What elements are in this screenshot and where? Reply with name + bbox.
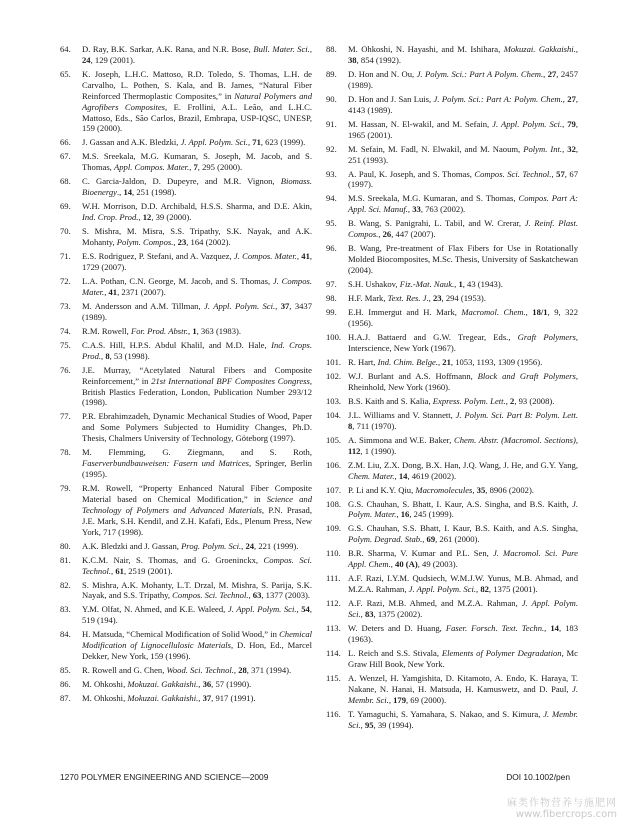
reference-text: R.M. Rowell, For. Prod. Abstr., 1, 363 (1983). <box>82 325 242 336</box>
reference-item <box>60 411 312 444</box>
reference-text: G.S. Chauhan, S. Bhatt, I. Kaur, A.S. Singha, and B.S. Kaith, J. Polym. Mater., 16, 245 (1999). <box>348 498 578 520</box>
references-right-column <box>326 44 578 734</box>
reference-item <box>326 332 578 354</box>
reference-item <box>60 69 312 134</box>
reference-item <box>326 243 578 276</box>
reference-text: G.S. Chauhan, S.S. Bhatt, I. Kaur, B.S. Kaith, and A.S. Singha, Polym. Degrad. Stab., 69, 261 (2000). <box>348 523 578 545</box>
reference-item <box>60 447 312 480</box>
reference-text: L. Reich and S.S. Stivala, Elements of Polymer Degradation, Mc Graw Hill Book, New York. <box>348 647 578 669</box>
reference-text: R. Hart, Ind. Chim. Belge., 21, 1053, 1193, 1309 (1956). <box>348 356 543 367</box>
reference-item <box>60 665 312 676</box>
reference-item <box>326 193 578 215</box>
reference-item <box>60 176 312 198</box>
reference-item <box>60 555 312 577</box>
reference-item <box>60 276 312 298</box>
reference-text: J.E. Murray, “Acetylated Natural Fibers and Composite Reinforcement,” in 21st International BPF Composites Congress, British Plastics Federation, London, Publication Number 293/12 (1998). <box>82 364 313 408</box>
reference-item <box>60 44 312 66</box>
reference-text: M. Ohkoshi, N. Hayashi, and M. Ishihara, Mokuzai. Gakkaishi., 38, 854 (1992). <box>348 44 578 65</box>
reference-number: 89. <box>326 68 337 79</box>
reference-item <box>60 629 312 662</box>
reference-text: E.S. Rodriguez, P. Stefani, and A. Vazquez, J. Compos. Mater., 41, 1729 (2007). <box>82 251 313 272</box>
reference-number: 113. <box>326 623 341 634</box>
reference-item <box>326 435 578 457</box>
reference-item <box>326 623 578 645</box>
reference-item <box>60 365 312 409</box>
reference-text: M.S. Sreekala, M.G. Kumaran, S. Joseph, M. Jacob, and S. Thomas, Appl. Compos. Mater., 7, 295 (2000). <box>82 151 312 173</box>
reference-item <box>60 226 312 248</box>
reference-number: 107. <box>326 484 342 495</box>
reference-text: M. Sefain, M. Fadl, N. Elwakil, and M. Naoum, Polym. Int., 32, 251 (1993). <box>348 143 579 165</box>
reference-text: M. Hassan, N. El-wakil, and M. Sefain, J. Appl. Polym. Sci., 79, 1965 (2001). <box>348 118 578 140</box>
reference-text: A.F. Razi, I.Y.M. Qudsiech, W.M.J.W. Yunus, M.B. Ahmad, and M.Z.A. Rahman, J. Appl. Polym. Sci., 82, 1375 (2001). <box>348 573 578 595</box>
page-footer <box>60 772 570 786</box>
reference-text: W. Deters and D. Huang, Faser. Forsch. Text. Techn., 14, 183 (1963). <box>348 623 578 644</box>
watermark-url: www.fibercrops.com <box>515 809 617 820</box>
reference-number: 64. <box>60 44 71 54</box>
reference-number: 69. <box>60 201 71 212</box>
reference-text: H. Matsuda, “Chemical Modification of Solid Wood,” in Chemical Modification of Lignocellulosic Materials, D. Hon, Ed., Marcel Dekker, New York, 159 (1996). <box>82 629 312 662</box>
reference-item <box>60 541 312 552</box>
reference-text: E.H. Immergut and H. Mark, Macromol. Chem., 18/1, 9, 322 (1956). <box>348 307 579 328</box>
reference-number: 99. <box>326 307 337 318</box>
reference-number: 102. <box>326 370 342 381</box>
reference-number: 91. <box>326 118 337 129</box>
reference-text: D. Ray, B.K. Sarkar, A.K. Rana, and N.R. Bose, Bull. Mater. Sci., 24, 129 (2001). <box>82 44 312 65</box>
reference-number: 106. <box>326 459 342 470</box>
watermark <box>507 794 617 820</box>
reference-text: A. Paul, K. Joseph, and S. Thomas, Compos. Sci. Technol., 57, 67 (1997). <box>348 168 579 190</box>
reference-number: 95. <box>326 218 337 229</box>
reference-number: 87. <box>60 693 71 704</box>
reference-number: 70. <box>60 226 71 237</box>
reference-number: 77. <box>60 411 71 422</box>
reference-text: R. Rowell and G. Chen, Wood. Sci. Technol., 28, 371 (1994). <box>82 665 292 676</box>
watermark-site-name: 麻类作物营养与施肥网 <box>507 798 617 809</box>
reference-text: A. Simmona and W.E. Baker, Chem. Abstr. (Macromol. Sections), 112, 1 (1990). <box>348 434 578 456</box>
reference-item <box>326 460 578 482</box>
reference-number: 109. <box>326 523 342 534</box>
reference-number: 82. <box>60 579 71 590</box>
reference-text: H.F. Mark, Text. Res. J., 23, 294 (1953). <box>348 293 486 304</box>
reference-number: 115. <box>326 672 341 683</box>
reference-text: C. Garcia-Jaldon, D. Dupeyre, and M.R. Vignon, Biomass. Bioenergy., 14, 251 (1998). <box>82 176 312 198</box>
reference-item <box>60 580 312 602</box>
reference-item <box>326 119 578 141</box>
reference-number: 84. <box>60 629 71 640</box>
reference-text: A.F. Razi, M.B. Ahmed, and M.Z.A. Rahman, J. Appl. Polym. Sci., 83, 1375 (2002). <box>348 598 578 620</box>
reference-text: D. Hon and J. San Luis, J. Polym. Sci.: Part A: Polym. Chem., 27, 4143 (1989). <box>348 93 579 115</box>
reference-text: S. Mishra, A.K. Mohanty, L.T. Drzal, M. Mishra, S. Parija, S.K. Nayak, and S.S. Tripathy, Compos. Sci. Technol., 63, 1377 (2003). <box>82 579 312 601</box>
reference-text: W.H. Morrison, D.D. Archibald, H.S.S. Sharma, and D.E. Akin, Ind. Crop. Prod., 12, 39 (2000). <box>82 201 312 223</box>
reference-item <box>60 201 312 223</box>
reference-item <box>326 523 578 545</box>
reference-number: 79. <box>60 483 71 494</box>
reference-text: S. Mishra, M. Misra, S.S. Tripathy, S.K. Nayak, and A.K. Mohanty, Polym. Compos., 23, 164 (2002). <box>82 226 312 248</box>
reference-item <box>326 485 578 496</box>
reference-number: 92. <box>326 143 337 154</box>
reference-text: B. Wang, Pre-treatment of Flax Fibers for Use in Rotationally Molded Biocomposites, M.Sc. Thesis, University of Saskatchewan (2004). <box>348 243 578 276</box>
reference-number: 80. <box>60 540 71 551</box>
reference-number: 103. <box>326 395 342 406</box>
reference-number: 81. <box>60 554 71 565</box>
reference-item <box>326 169 578 191</box>
reference-item <box>326 279 578 290</box>
reference-number: 110. <box>326 548 341 559</box>
reference-number: 76. <box>60 364 71 375</box>
reference-item <box>60 604 312 626</box>
reference-text: C.A.S. Hill, H.P.S. Abdul Khalil, and M.D. Hale, Ind. Crops. Prod., 8, 53 (1998). <box>82 339 312 361</box>
reference-number: 108. <box>326 498 342 509</box>
reference-item <box>326 94 578 116</box>
reference-text: R.M. Rowell, “Property Enhanced Natural Fiber Composite Material based on Chemical Modification,” in Science and Technology of Polymers and Advanced Materials, P.N. Prasad, J.E. Mark, S.H. Kendil, and Z.H. Kafafi, Eds., Plenum Press, New York, 717 (1998). <box>82 483 312 537</box>
reference-text: J.L. Williams and V. Stannett, J. Polym. Sci. Part B: Polym. Lett. 8, 711 (1970). <box>348 409 578 431</box>
reference-number: 96. <box>326 243 337 254</box>
reference-text: A. Wenzel, H. Yamgishita, D. Kitamoto, A. Endo, K. Haraya, T. Nakane, N. Hanai, H. Matsuda, H. Kamuswetz, and D. Paul, J. Membr. Sci., 179, 69 (2000). <box>348 672 578 705</box>
references-left-column <box>60 44 312 707</box>
reference-item <box>326 410 578 432</box>
reference-number: 114. <box>326 647 341 658</box>
reference-item <box>326 307 578 329</box>
reference-item <box>60 251 312 273</box>
reference-number: 74. <box>60 325 71 336</box>
reference-item <box>326 396 578 407</box>
reference-item <box>326 293 578 304</box>
reference-number: 100. <box>326 331 342 342</box>
reference-text: M. Ohkoshi, Mokuzai. Gakkaishi., 37, 917 (1991). <box>82 693 256 704</box>
reference-item <box>326 218 578 240</box>
reference-number: 105. <box>326 434 342 445</box>
reference-item <box>326 709 578 731</box>
reference-item <box>326 499 578 521</box>
reference-text: Z.M. Liu, Z.X. Dong, B.X. Han, J.Q. Wang, J. He, and G.Y. Yang, Chem. Mater., 14, 4619 (2002). <box>348 459 578 481</box>
reference-text: T. Yamaguchi, S. Yamahara, S. Nakao, and S. Kimura, J. Membr. Sci., 95, 39 (1994). <box>348 708 578 730</box>
reference-item <box>60 679 312 690</box>
reference-item <box>326 573 578 595</box>
reference-item <box>60 326 312 337</box>
reference-number: 111. <box>326 573 341 584</box>
reference-number: 97. <box>326 279 337 290</box>
reference-text: S.H. Ushakov, Fiz.-Mat. Nauk., 1, 43 (1943). <box>348 279 503 290</box>
reference-text: P.R. Ebrahimzadeh, Dynamic Mechanical Studies of Wood, Paper and Some Polymers Subjected to Humidity Changes, Ph.D. Thesis, Chalmers University of Technology, Göteborg (1997). <box>82 411 312 444</box>
reference-number: 75. <box>60 339 71 350</box>
reference-item <box>326 598 578 620</box>
reference-text: D. Hon and N. Ou, J. Polym. Sci.: Part A Polym. Chem., 27, 2457 (1989). <box>348 68 579 90</box>
reference-text: K. Joseph, L.H.C. Mattoso, R.D. Toledo, S. Thomas, L.H. de Carvalho, L. Pothen, S. Kala, and B. James, “Natural Fiber Reinforced Thermoplastic Composites,” in Natural Polymers and Agrofibers Composites, E. Frollini, A.L. Leão, and L.H.C. Mattoso, Eds., São Carlos, Brazil, Embrapa, USP-IQSC, UNESP, 159 (2000). <box>82 68 312 134</box>
reference-text: H.A.J. Battaerd and G.W. Tregear, Eds., Graft Polymers, Interscience, New York (1967). <box>348 331 578 353</box>
reference-text: B.S. Kaith and S. Kalia, Express. Polym. Lett., 2, 93 (2008). <box>348 395 555 406</box>
reference-number: 78. <box>60 447 71 458</box>
reference-number: 73. <box>60 300 71 311</box>
reference-text: M. Ohkoshi, Mokuzai. Gakkaishi., 36, 57 (1990). <box>82 679 252 690</box>
footer-journal-info: 1270 POLYMER ENGINEERING AND SCIENCE—2009 <box>60 772 269 782</box>
reference-number: 112. <box>326 598 341 609</box>
reference-item <box>326 648 578 670</box>
reference-text: B.R. Sharma, V. Kumar and P.L. Sen, J. Macromol. Sci. Pure Appl. Chem., 40 (A), 49 (2003). <box>348 548 578 570</box>
reference-number: 72. <box>60 275 71 286</box>
reference-number: 65. <box>60 68 71 79</box>
reference-item <box>60 483 312 538</box>
reference-item <box>326 44 578 66</box>
reference-text: W.J. Burlant and A.S. Hoffmann, Block and Graft Polymers, Rheinhold, New York (1960). <box>348 370 578 392</box>
reference-number: 71. <box>60 251 71 262</box>
reference-number: 88. <box>326 44 337 54</box>
reference-text: M.S. Sreekala, M.G. Kumaran, and S. Thomas, Compos. Part A: Appl. Sci. Manuf., 33, 763 (2002). <box>348 193 578 215</box>
reference-item <box>326 69 578 91</box>
reference-item <box>60 693 312 704</box>
reference-text: A.K. Bledzki and J. Gassan, Prog. Polym. Sci., 24, 221 (1999). <box>82 540 299 551</box>
reference-number: 94. <box>326 193 337 204</box>
reference-number: 85. <box>60 665 71 676</box>
reference-item <box>60 137 312 148</box>
reference-item <box>326 673 578 706</box>
reference-item <box>326 144 578 166</box>
reference-number: 83. <box>60 604 71 615</box>
reference-text: P. Li and K.Y. Qiu, Macromolecules, 35, 8906 (2002). <box>348 484 534 495</box>
reference-number: 67. <box>60 151 71 162</box>
reference-text: M. Andersson and A.M. Tillman, J. Appl. Polym. Sci., 37, 3437 (1989). <box>82 300 313 322</box>
reference-number: 90. <box>326 93 337 104</box>
reference-item <box>60 301 312 323</box>
reference-number: 68. <box>60 176 71 187</box>
reference-item <box>60 151 312 173</box>
reference-number: 93. <box>326 168 337 179</box>
reference-text: B. Wang, S. Panigrahi, L. Tabil, and W. Crerar, J. Reinf. Plast. Compos., 26, 447 (2007). <box>348 218 579 240</box>
footer-doi: DOI 10.1002/pen <box>506 772 570 782</box>
reference-number: 98. <box>326 293 337 304</box>
reference-item <box>326 357 578 368</box>
reference-number: 104. <box>326 409 342 420</box>
reference-text: K.C.M. Nair, S. Thomas, and G. Groeninckx, Compos. Sci. Technol., 61, 2519 (2001). <box>82 554 312 576</box>
reference-text: J. Gassan and A.K. Bledzki, J. Appl. Polym. Sci., 71, 623 (1999). <box>82 137 306 148</box>
reference-item <box>326 548 578 570</box>
reference-item <box>60 340 312 362</box>
reference-text: M. Flemming, G. Ziegmann, and S. Roth, Faserverbundbauweisen: Fasern und Matrices, Springer, Berlin (1995). <box>82 447 312 480</box>
reference-item <box>326 371 578 393</box>
reference-number: 101. <box>326 356 342 367</box>
reference-text: L.A. Pothan, C.N. George, M. Jacob, and S. Thomas, J. Compos. Mater., 41, 2371 (2007). <box>82 275 312 297</box>
reference-number: 86. <box>60 679 71 690</box>
reference-text: Y.M. Olfat, N. Ahmed, and K.E. Waleed, J. Appl. Polym. Sci., 54, 519 (194). <box>82 604 312 626</box>
reference-number: 116. <box>326 708 341 719</box>
reference-number: 66. <box>60 137 71 148</box>
